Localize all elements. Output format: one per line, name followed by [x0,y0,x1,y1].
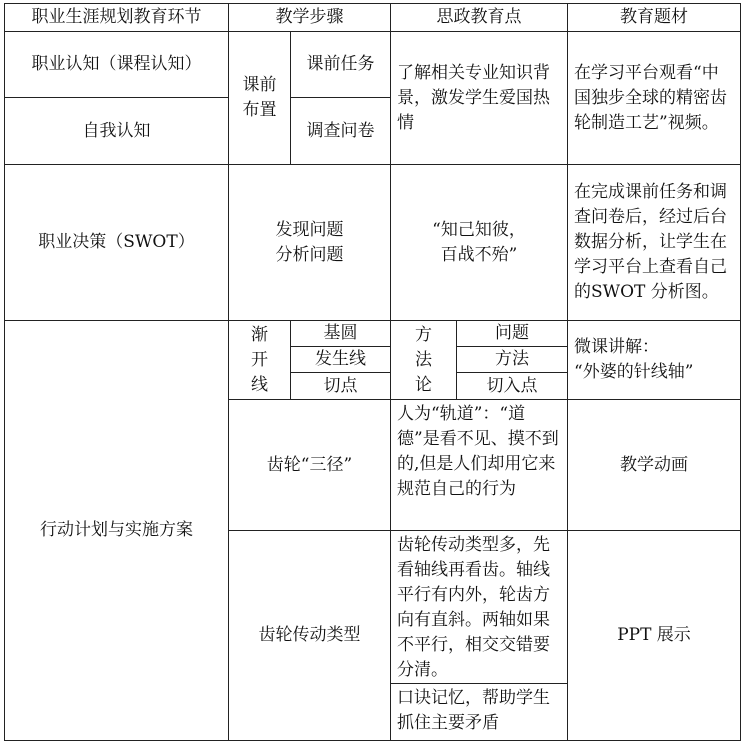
survey: 调查问卷 [291,98,391,165]
header-stage: 职业生涯规划教育环节 [5,4,229,32]
step-find-analyze: 发现问题 分析问题 [229,165,391,321]
method-entry-point: 切入点 [457,373,568,400]
header-material: 教育题材 [568,4,741,32]
table-row [5,321,741,347]
method-problem: 问题 [457,321,568,347]
method-method: 方法 [457,347,568,373]
involute-base-circle: 基圆 [291,321,391,347]
material-animation: 教学动画 [568,400,741,531]
header-row [5,4,741,32]
involute-tangent-point: 切点 [291,373,391,400]
material-ppt: PPT 展示 [568,531,741,741]
header-steps: 教学步骤 [229,4,391,32]
involute-label: 渐 开 线 [229,321,291,400]
teaching-plan-table [4,3,741,741]
material-video: 在学习平台观看“中国独步全球的精密齿轮制造工艺”视频。 [568,32,741,165]
ideology-point-know-yourself: “知己知彼， 百战不殆” [391,165,568,321]
stage-career-decision: 职业决策（SWOT） [5,165,229,321]
mnemonic-purpose: 口诀记忆，帮助学生抓住主要矛盾 [397,688,550,733]
pre-class-task: 课前任务 [291,32,391,98]
ideology-point-patriotism: 了解相关专业知识背景，激发学生爱国热情 [391,32,568,165]
stage-career-cognition: 职业认知（课程认知） [5,32,229,98]
stage-self-cognition: 自我认知 [5,98,229,165]
ideology-point-mnemonic [391,531,568,741]
methodology-label: 方 法 论 [391,321,457,400]
stage-action-plan: 行动计划与实施方案 [5,321,229,741]
table-row [5,165,741,321]
header-ideology-point: 思政教育点 [391,4,568,32]
table-row [5,32,741,98]
involute-generating-line: 发生线 [291,347,391,373]
ideology-point-morality: 人为“轨道”：“道德”是看不见、摸不到的,但是人们却用它来规范自己的行为 [391,400,568,531]
pre-class-assignment: 课前 布置 [229,32,291,165]
mnemonic-verse: 齿轮传动类型多，先看轴线再看齿。轴线平行有内外，轮齿方向有直斜。两轴如果不平行，相交交错要分清。 [391,531,567,684]
step-gear-transmission-types: 齿轮传动类型 [229,531,391,741]
material-micro-lecture: 微课讲解： “外婆的针线轴” [568,321,741,400]
step-gear-three-diameters: 齿轮“三径” [229,400,391,531]
material-swot: 在完成课前任务和调查问卷后，经过后台数据分析，让学生在学习平台上查看自己的SWOT 分析图。 [568,165,741,321]
